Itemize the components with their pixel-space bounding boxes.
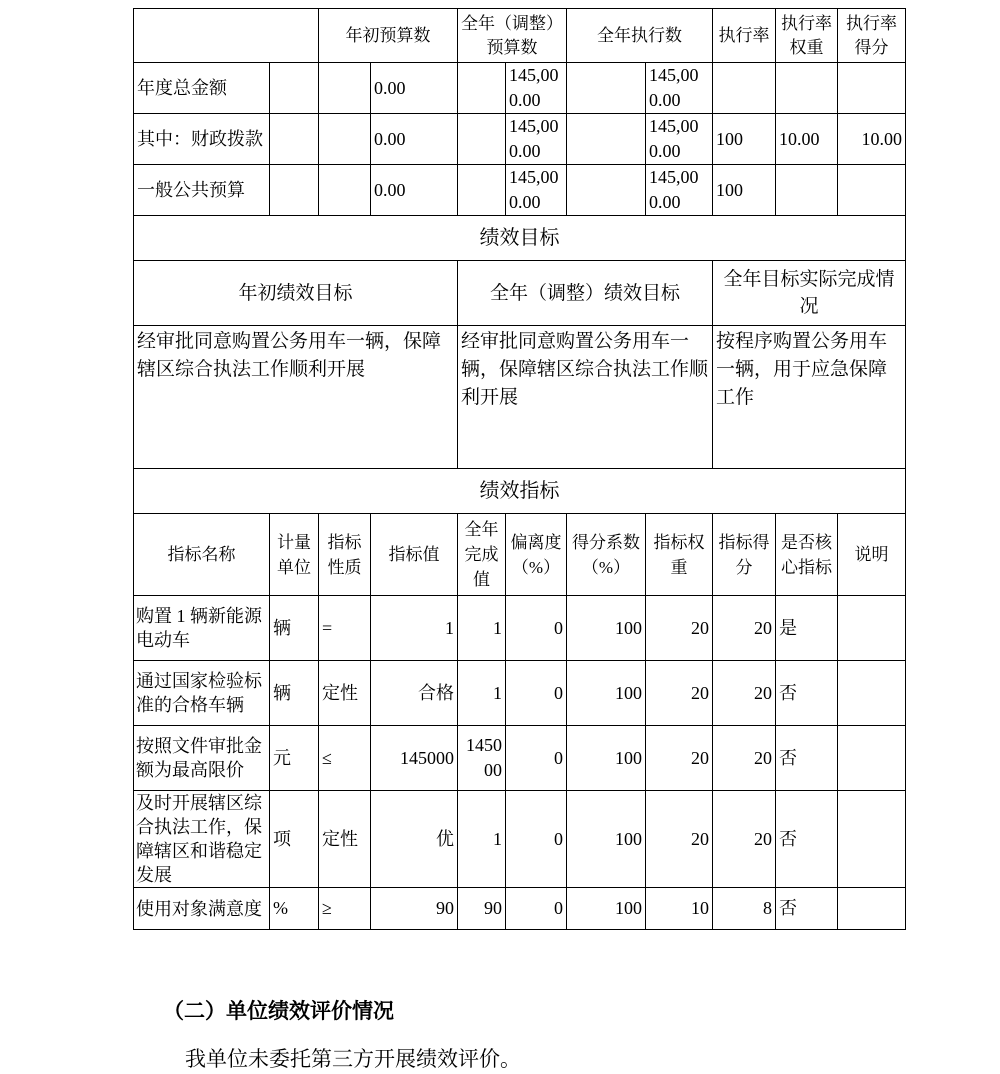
- indicator-weight: 10: [646, 888, 713, 930]
- col-indicator-name: 指标名称: [134, 514, 270, 596]
- indicator-core: 否: [776, 661, 838, 726]
- budget-adjusted-value: 145,000.00: [506, 165, 567, 216]
- indicator-weight: 20: [646, 726, 713, 791]
- goals-adjusted-text: 经审批同意购置公务用车一辆，保障辖区综合执法工作顺利开展: [458, 326, 713, 469]
- col-weight: 指标权重: [646, 514, 713, 596]
- budget-adjusted-value: 145,000.00: [506, 63, 567, 114]
- budget-rate-score-value: 10.00: [838, 114, 906, 165]
- indicator-deviation: 0: [506, 888, 567, 930]
- budget-adjusted-value: 145,000.00: [506, 114, 567, 165]
- indicator-deviation: 0: [506, 791, 567, 888]
- indicator-row: [134, 596, 906, 661]
- goals-content-row: [134, 326, 906, 469]
- indicator-row: [134, 726, 906, 791]
- indicator-coefficient: 100: [567, 661, 646, 726]
- budget-header-adjusted: 全年（调整）预算数: [458, 9, 567, 63]
- section-body-text: 我单位未委托第三方开展绩效评价。: [185, 1047, 521, 1071]
- indicators-header-row: [134, 514, 906, 596]
- budget-initial-value: 0.00: [371, 114, 458, 165]
- col-core-indicator: 是否核心指标: [776, 514, 838, 596]
- budget-header-blank: [134, 9, 319, 63]
- budget-row-label: 年度总金额: [134, 63, 270, 114]
- indicator-weight: 20: [646, 661, 713, 726]
- indicator-name: 按照文件审批金额为最高限价: [134, 726, 270, 791]
- budget-initial-value: 0.00: [371, 63, 458, 114]
- budget-header-executed: 全年执行数: [567, 9, 713, 63]
- indicator-unit: 项: [270, 791, 319, 888]
- indicator-unit: 元: [270, 726, 319, 791]
- indicator-core: 是: [776, 596, 838, 661]
- budget-row-label: 一般公共预算: [134, 165, 270, 216]
- goals-actual-text: 按程序购置公务用车一辆，用于应急保障工作: [713, 326, 906, 469]
- indicator-deviation: 0: [506, 726, 567, 791]
- col-unit: 计量单位: [270, 514, 319, 596]
- indicator-target: 优: [371, 791, 458, 888]
- indicator-core: 否: [776, 888, 838, 930]
- indicator-coefficient: 100: [567, 791, 646, 888]
- indicator-score: 20: [713, 791, 776, 888]
- budget-rate-value: [713, 63, 776, 114]
- budget-row-public: [134, 165, 906, 216]
- indicator-note: [838, 888, 906, 930]
- budget-row-fiscal: [134, 114, 906, 165]
- indicator-nature: 定性: [319, 661, 371, 726]
- indicators-section-title: 绩效指标: [134, 469, 906, 514]
- indicator-note: [838, 791, 906, 888]
- indicator-name: 购置 1 辆新能源电动车: [134, 596, 270, 661]
- budget-executed-value: 145,000.00: [646, 165, 713, 216]
- indicator-nature: ≤: [319, 726, 371, 791]
- indicator-row: [134, 791, 906, 888]
- spacer-cell: [567, 114, 646, 165]
- indicator-name: 通过国家检验标准的合格车辆: [134, 661, 270, 726]
- indicator-score: 20: [713, 726, 776, 791]
- performance-evaluation-table: [133, 8, 906, 930]
- spacer-cell: [270, 114, 319, 165]
- goals-header-actual: 全年目标实际完成情况: [713, 261, 906, 326]
- document-page: [0, 8, 1000, 1074]
- spacer-cell: [319, 165, 371, 216]
- budget-rate-weight-value: [776, 63, 838, 114]
- indicator-score: 8: [713, 888, 776, 930]
- spacer-cell: [319, 114, 371, 165]
- goals-header-initial: 年初绩效目标: [134, 261, 458, 326]
- budget-rate-score-value: [838, 165, 906, 216]
- budget-header-rate-score: 执行率得分: [838, 9, 906, 63]
- budget-header-rate: 执行率: [713, 9, 776, 63]
- spacer-cell: [270, 63, 319, 114]
- budget-executed-value: 145,000.00: [646, 63, 713, 114]
- budget-row-total: [134, 63, 906, 114]
- indicators-title-row: [134, 469, 906, 514]
- budget-executed-value: 145,000.00: [646, 114, 713, 165]
- budget-rate-weight-value: [776, 165, 838, 216]
- indicator-completed: 1: [458, 596, 506, 661]
- col-completed-value: 全年完成值: [458, 514, 506, 596]
- indicator-name: 使用对象满意度: [134, 888, 270, 930]
- indicator-weight: 20: [646, 596, 713, 661]
- indicator-note: [838, 596, 906, 661]
- indicator-deviation: 0: [506, 661, 567, 726]
- spacer-cell: [270, 165, 319, 216]
- indicator-score: 20: [713, 661, 776, 726]
- indicator-target: 145000: [371, 726, 458, 791]
- indicator-coefficient: 100: [567, 596, 646, 661]
- col-deviation: 偏离度（%）: [506, 514, 567, 596]
- indicator-completed: 90: [458, 888, 506, 930]
- indicator-note: [838, 661, 906, 726]
- indicator-row: [134, 888, 906, 930]
- indicator-weight: 20: [646, 791, 713, 888]
- indicator-target: 90: [371, 888, 458, 930]
- spacer-cell: [319, 63, 371, 114]
- indicator-target: 合格: [371, 661, 458, 726]
- goals-title-row: [134, 216, 906, 261]
- spacer-cell: [567, 63, 646, 114]
- col-score-coefficient: 得分系数（%）: [567, 514, 646, 596]
- indicator-unit: 辆: [270, 596, 319, 661]
- indicator-coefficient: 100: [567, 726, 646, 791]
- indicator-coefficient: 100: [567, 888, 646, 930]
- indicator-nature: ≥: [319, 888, 371, 930]
- budget-row-label: 其中：财政拨款: [134, 114, 270, 165]
- col-note: 说明: [838, 514, 906, 596]
- indicator-core: 否: [776, 726, 838, 791]
- goals-header-adjusted: 全年（调整）绩效目标: [458, 261, 713, 326]
- indicator-note: [838, 726, 906, 791]
- indicator-nature: =: [319, 596, 371, 661]
- indicator-name: 及时开展辖区综合执法工作，保障辖区和谐稳定发展: [134, 791, 270, 888]
- spacer-cell: [458, 165, 506, 216]
- indicator-core: 否: [776, 791, 838, 888]
- indicator-completed: 1: [458, 661, 506, 726]
- goals-section-title: 绩效目标: [134, 216, 906, 261]
- goals-header-row: [134, 261, 906, 326]
- budget-rate-score-value: [838, 63, 906, 114]
- indicator-target: 1: [371, 596, 458, 661]
- indicator-row: [134, 661, 906, 726]
- budget-rate-value: 100: [713, 114, 776, 165]
- indicator-completed: 145000: [458, 726, 506, 791]
- spacer-cell: [458, 114, 506, 165]
- budget-rate-value: 100: [713, 165, 776, 216]
- budget-header-initial: 年初预算数: [319, 9, 458, 63]
- indicator-nature: 定性: [319, 791, 371, 888]
- budget-header-row: [134, 9, 906, 63]
- indicator-unit: %: [270, 888, 319, 930]
- budget-header-rate-weight: 执行率权重: [776, 9, 838, 63]
- spacer-cell: [567, 165, 646, 216]
- budget-rate-weight-value: 10.00: [776, 114, 838, 165]
- goals-initial-text: 经审批同意购置公务用车一辆，保障辖区综合执法工作顺利开展: [134, 326, 458, 469]
- spacer-cell: [458, 63, 506, 114]
- indicator-unit: 辆: [270, 661, 319, 726]
- col-target-value: 指标值: [371, 514, 458, 596]
- budget-initial-value: 0.00: [371, 165, 458, 216]
- section-heading: （二）单位绩效评价情况: [163, 999, 394, 1023]
- col-nature: 指标性质: [319, 514, 371, 596]
- indicator-deviation: 0: [506, 596, 567, 661]
- col-score: 指标得分: [713, 514, 776, 596]
- indicator-score: 20: [713, 596, 776, 661]
- indicator-completed: 1: [458, 791, 506, 888]
